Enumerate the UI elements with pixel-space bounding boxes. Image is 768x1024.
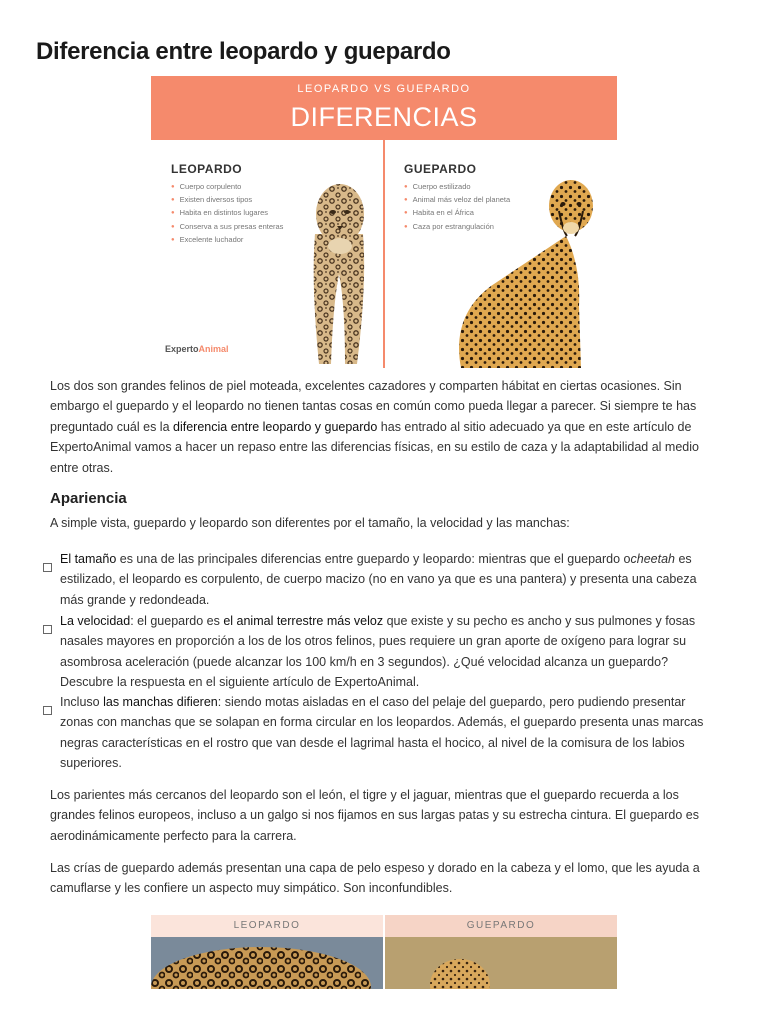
infographic-divider	[383, 140, 385, 368]
list-item: Incluso las manchas difieren: siendo motas aisladas en el caso del pelaje del guepardo, pero pudiendo presentar zonas con manchas que se solapan en forma circular en los leopardos. Además, el guepardo presenta unas marcas negras características en el rostro que van desde el lagrimal hasta el hocico, al nivel de la comisura de los labios superiores.	[60, 695, 704, 771]
cheetah-illustration	[451, 176, 611, 368]
relatives-paragraph: Los parientes más cercanos del leopardo son el león, el tigre y el jaguar, mientras que el guepardo recuerda a los grandes felinos europeos, incluso a un galgo si nos fijamos en sus largas patas y su estrecha cintura. El guepardo es aerodinámicamente perfecto para la carrera.	[50, 788, 699, 843]
comparison-leopard	[151, 915, 383, 989]
leopard-column-title: LEOPARDO	[171, 162, 243, 176]
leopard-illustration	[293, 174, 383, 368]
apariencia-lead: A simple vista, guepardo y leopardo son diferentes por el tamaño, la velocidad y las manchas:	[50, 516, 570, 530]
list-item: ● Cuerpo estilizado	[404, 181, 510, 194]
cheetah-photo	[385, 937, 617, 989]
list-item: ● Habita en el África	[404, 207, 510, 220]
section-heading-apariencia: Apariencia	[50, 490, 127, 507]
list-item: ● Animal más veloz del planeta	[404, 194, 510, 207]
comparison-leopard-label: LEOPARDO	[151, 915, 383, 937]
comparison-cheetah	[385, 915, 617, 989]
infographic-subtitle: LEOPARDO VS GUEPARDO	[297, 83, 471, 95]
cheetah-column-title: GUEPARDO	[404, 162, 477, 176]
bullet-marker	[43, 706, 52, 715]
comparison-cheetah-label: GUEPARDO	[385, 915, 617, 937]
list-item: ● Existen diversos tipos	[171, 194, 283, 207]
list-item: La velocidad: el guepardo es el animal terrestre más veloz que existe y su pecho es ancho y sus pulmones y fosas nasales mayores en proporción a los de los otros felinos, pues requiere un gran aporte de oxígeno para lograr su asombrosa aceleración (puede alcanzar los 100 km/h en 3 segundos). ¿Qué velocidad alcanza un guepardo? Descubre la respuesta en el siguiente artículo de ExpertoAnimal.	[60, 614, 696, 690]
infographic-heading: DIFERENCIAS	[290, 102, 478, 132]
article-link[interactable]: diferencia entre leopardo y guepardo	[173, 419, 378, 434]
list-item: ● Habita en distintos lugares	[171, 207, 283, 220]
expertoanimal-logo: ExpertoAnimal	[165, 344, 229, 354]
comparison-image	[151, 915, 617, 989]
infographic-header	[151, 76, 617, 140]
list-item: ● Conserva a sus presas enteras	[171, 221, 283, 234]
bullet-marker	[43, 625, 52, 634]
list-item: ● Cuerpo corpulento	[171, 181, 283, 194]
list-item: ● Excelente luchador	[171, 234, 283, 247]
leopard-photo	[151, 937, 383, 989]
cubs-paragraph: Las crías de guepardo además presentan una capa de pelo espeso y dorado en la cabeza y el lomo, que les ayuda a camuflarse y les confiere un aspecto muy simpático. Son inconfundibles.	[50, 861, 700, 896]
infographic-image	[151, 76, 617, 368]
list-item: El tamaño es una de las principales diferencias entre guepardo y leopardo: mientras que el guepardo ocheetah es estilizado, el leopardo es corpulento, de cuerpo macizo (no en vano ya que es una pantera) y presenta una cabeza más grande y redondeada.	[60, 552, 697, 607]
bullet-marker	[43, 563, 52, 572]
page-title: Diferencia entre leopardo y guepardo	[36, 38, 451, 65]
intro-paragraph: Los dos son grandes felinos de piel moteada, excelentes cazadores y comparten hábitat en ciertas ocasiones. Sin embargo el guepardo y el leopardo no tienen tantas cosas en común como pueda llegar a parecer. Si siempre te has preguntado cuál es la diferencia entre leopardo y guepardo has entrado al sitio adecuado ya que en este artículo de ExpertoAnimal vamos a hacer un repaso entre las diferencias físicas, en su estilo de caza y la adaptabilidad al medio entre otras.	[50, 379, 699, 475]
list-item: ● Caza por estrangulación	[404, 221, 510, 234]
leopard-feature-list	[171, 181, 283, 247]
